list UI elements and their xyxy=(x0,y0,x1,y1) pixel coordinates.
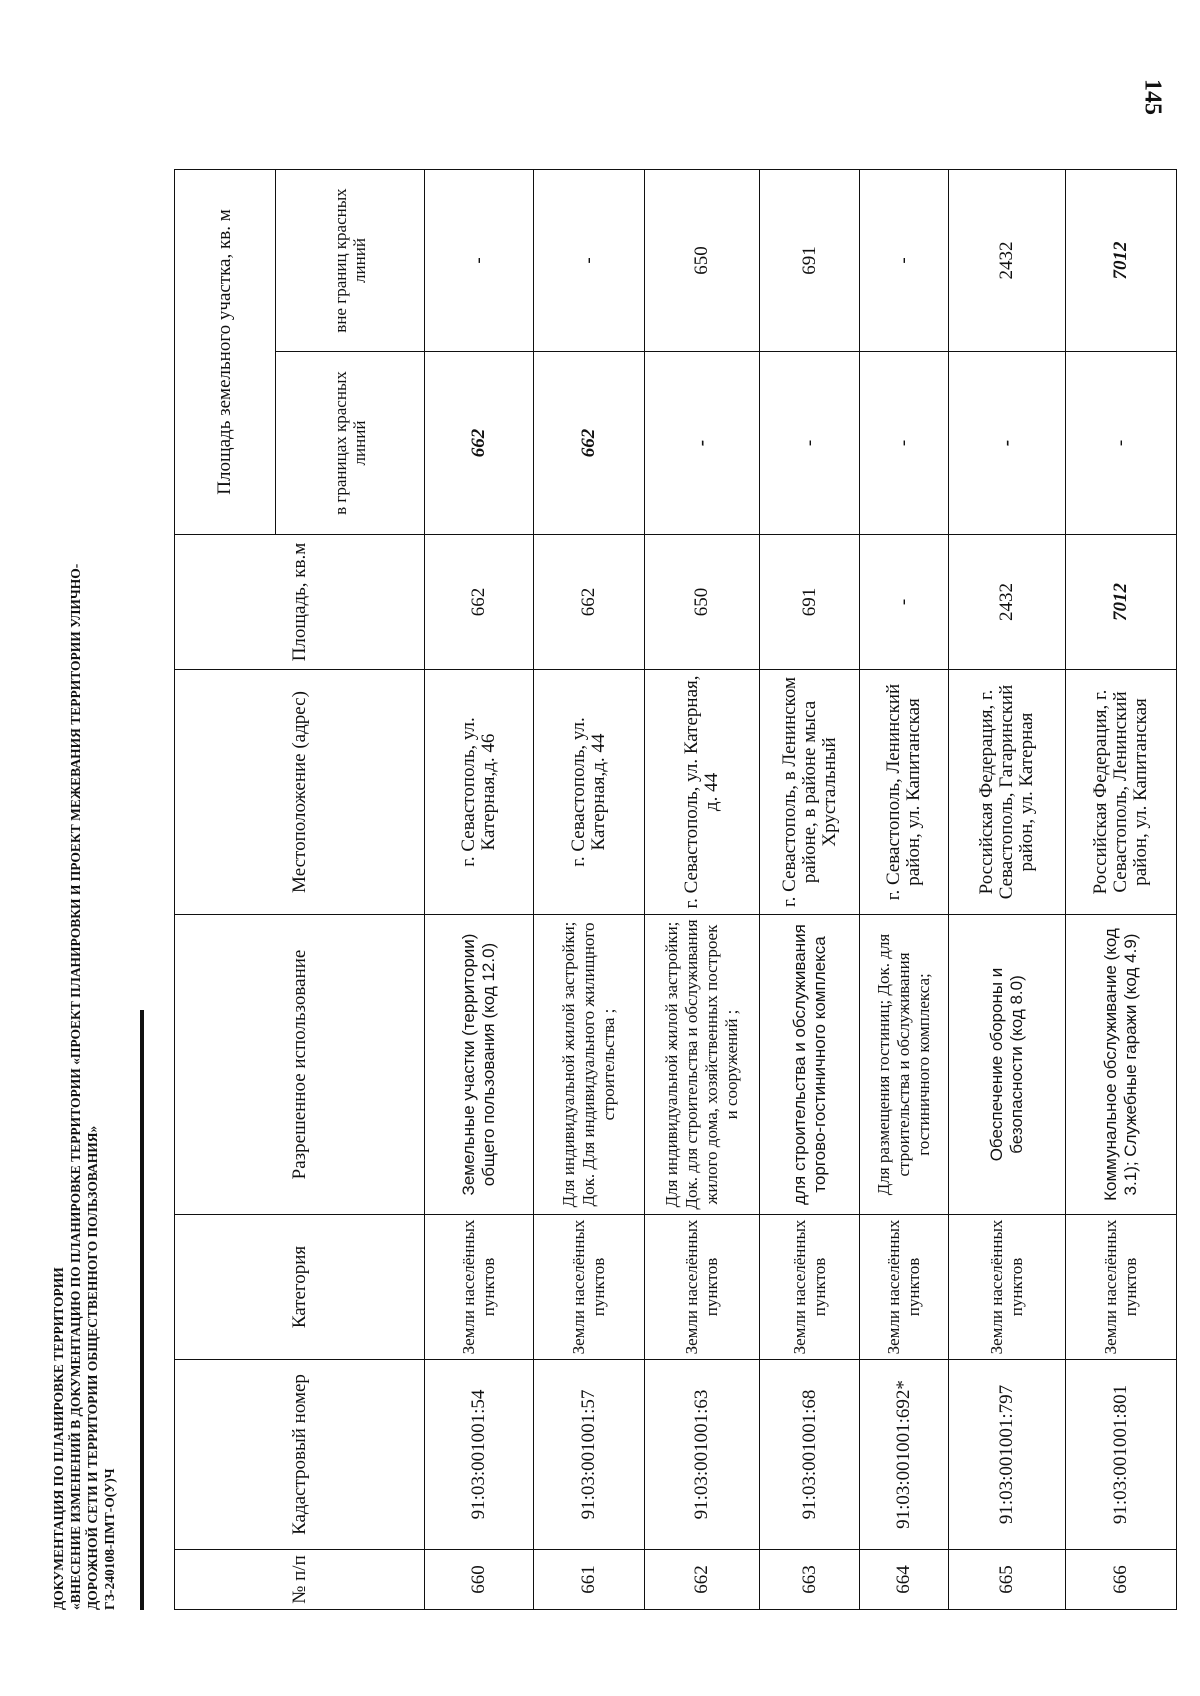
cell-address: Российская Федерация, г. Севастополь, Ленинский район, ул. Капитанская xyxy=(1066,670,1177,915)
cell-cadastral: 91:03:001001:63 xyxy=(645,1360,760,1550)
header-rule xyxy=(140,1010,144,1610)
cell-category: Земли населённых пунктов xyxy=(425,1215,534,1360)
table-body xyxy=(425,170,1177,1610)
land-plots-table-wrapper xyxy=(174,169,1177,1610)
cell-outside: - xyxy=(534,170,645,352)
cell-address: г. Севастополь, ул. Катерная,д. 46 xyxy=(425,670,534,915)
cell-area: 662 xyxy=(534,535,645,670)
cell-cadastral: 91:03:001001:801 xyxy=(1066,1360,1177,1550)
header-inside: в границах красных линий xyxy=(276,352,425,535)
cell-num: 661 xyxy=(534,1550,645,1610)
table-row xyxy=(860,170,949,1610)
cell-cadastral: 91:03:001001:54 xyxy=(425,1360,534,1550)
cell-area: 7012 xyxy=(1066,535,1177,670)
cell-usage: для строительства и обслуживания торгово-гостиничного комплекса xyxy=(760,915,860,1215)
cell-usage: Коммунальное обслуживание (код 3.1); Служебные гаражи (код 4.9) xyxy=(1066,915,1177,1215)
cell-category: Земли населённых пунктов xyxy=(860,1215,949,1360)
cell-inside: - xyxy=(860,352,949,535)
header-line-4: ГЗ-240108-ПМТ-О(У)Ч xyxy=(102,1468,117,1610)
rotated-page-content xyxy=(50,150,1151,1610)
cell-inside: - xyxy=(1066,352,1177,535)
header-area-group: Площадь земельного участка, кв. м xyxy=(175,170,276,535)
table-row xyxy=(425,170,534,1610)
header-num: № п/п xyxy=(175,1550,425,1610)
cell-area: 2432 xyxy=(949,535,1066,670)
cell-outside: 691 xyxy=(760,170,860,352)
cell-outside: 2432 xyxy=(949,170,1066,352)
cell-category: Земли населённых пунктов xyxy=(1066,1215,1177,1360)
land-plots-table xyxy=(174,169,1177,1610)
cell-inside: 662 xyxy=(425,352,534,535)
cell-usage: Земельные участки (территории) общего пользования (код 12.0) xyxy=(425,915,534,1215)
page-number: 145 xyxy=(1139,79,1166,115)
cell-inside: - xyxy=(949,352,1066,535)
cell-address: г. Севастополь, в Ленинском районе, в районе мыса Хрустальный xyxy=(760,670,860,915)
cell-inside: 662 xyxy=(534,352,645,535)
cell-outside: - xyxy=(425,170,534,352)
cell-category: Земли населённых пунктов xyxy=(949,1215,1066,1360)
header-address: Местоположение (адрес) xyxy=(175,670,425,915)
cell-outside: 650 xyxy=(645,170,760,352)
cell-address: г. Севастополь, Ленинский район, ул. Капитанская xyxy=(860,670,949,915)
table-header xyxy=(175,170,425,1610)
cell-usage: Для индивидуальной жилой застройки; Док. для строительства и обслуживания жилого дома, хозяйственных построек и сооружений ; xyxy=(645,915,760,1215)
cell-usage: Для размещения гостиниц; Док. для строительства и обслуживания гостиничного комплекса; xyxy=(860,915,949,1215)
header-line-3: ДОРОЖНОЙ СЕТИ И ТЕРРИТОРИИ ОБЩЕСТВЕННОГО ПОЛЬЗОВАНИЯ» xyxy=(85,1125,100,1610)
cell-num: 663 xyxy=(760,1550,860,1610)
cell-usage: Обеспечение обороны и безопасности (код 8.0) xyxy=(949,915,1066,1215)
cell-inside: - xyxy=(645,352,760,535)
cell-area: 691 xyxy=(760,535,860,670)
cell-num: 666 xyxy=(1066,1550,1177,1610)
cell-area: 650 xyxy=(645,535,760,670)
cell-address: г. Севастополь, ул. Катерная,д. 44 xyxy=(534,670,645,915)
cell-cadastral: 91:03:001001:692* xyxy=(860,1360,949,1550)
header-cadastral: Кадастровый номер xyxy=(175,1360,425,1550)
header-usage: Разрешенное использование xyxy=(175,915,425,1215)
header-area: Площадь, кв.м xyxy=(175,535,425,670)
cell-num: 665 xyxy=(949,1550,1066,1610)
header-line-1: ДОКУМЕНТАЦИЯ ПО ПЛАНИРОВКЕ ТЕРРИТОРИИ xyxy=(51,1267,66,1610)
cell-area: - xyxy=(860,535,949,670)
cell-category: Земли населённых пунктов xyxy=(534,1215,645,1360)
table-row xyxy=(949,170,1066,1610)
header-line-2: «ВНЕСЕНИЕ ИЗМЕНЕНИЙ В ДОКУМЕНТАЦИЮ ПО ПЛАНИРОВКЕ ТЕРРИТОРИИ «ПРОЕКТ ПЛАНИРОВКИ И ПРОЕКТ МЕЖЕВАНИЯ ТЕРРИТОРИИ УЛИЧНО- xyxy=(68,563,83,1610)
cell-area: 662 xyxy=(425,535,534,670)
header-category: Категория xyxy=(175,1215,425,1360)
cell-cadastral: 91:03:001001:797 xyxy=(949,1360,1066,1550)
cell-category: Земли населённых пунктов xyxy=(645,1215,760,1360)
cell-outside: - xyxy=(860,170,949,352)
cell-num: 662 xyxy=(645,1550,760,1610)
table-row xyxy=(645,170,760,1610)
cell-address: Российская Федерация, г. Севастополь, Гагаринский район, ул. Катерная xyxy=(949,670,1066,915)
cell-cadastral: 91:03:001001:68 xyxy=(760,1360,860,1550)
cell-num: 660 xyxy=(425,1550,534,1610)
cell-cadastral: 91:03:001001:57 xyxy=(534,1360,645,1550)
cell-address: г. Севастополь, ул. Катерная, д. 44 xyxy=(645,670,760,915)
table-row xyxy=(760,170,860,1610)
cell-category: Земли населённых пунктов xyxy=(760,1215,860,1360)
cell-usage: Для индивидуальной жилой застройки; Док. Для индивидуального жилищного строительства ; xyxy=(534,915,645,1215)
cell-outside: 7012 xyxy=(1066,170,1177,352)
table-row xyxy=(1066,170,1177,1610)
cell-num: 664 xyxy=(860,1550,949,1610)
document-header xyxy=(50,170,118,1610)
cell-inside: - xyxy=(760,352,860,535)
table-row xyxy=(534,170,645,1610)
header-outside: вне границ красных линий xyxy=(276,170,425,352)
